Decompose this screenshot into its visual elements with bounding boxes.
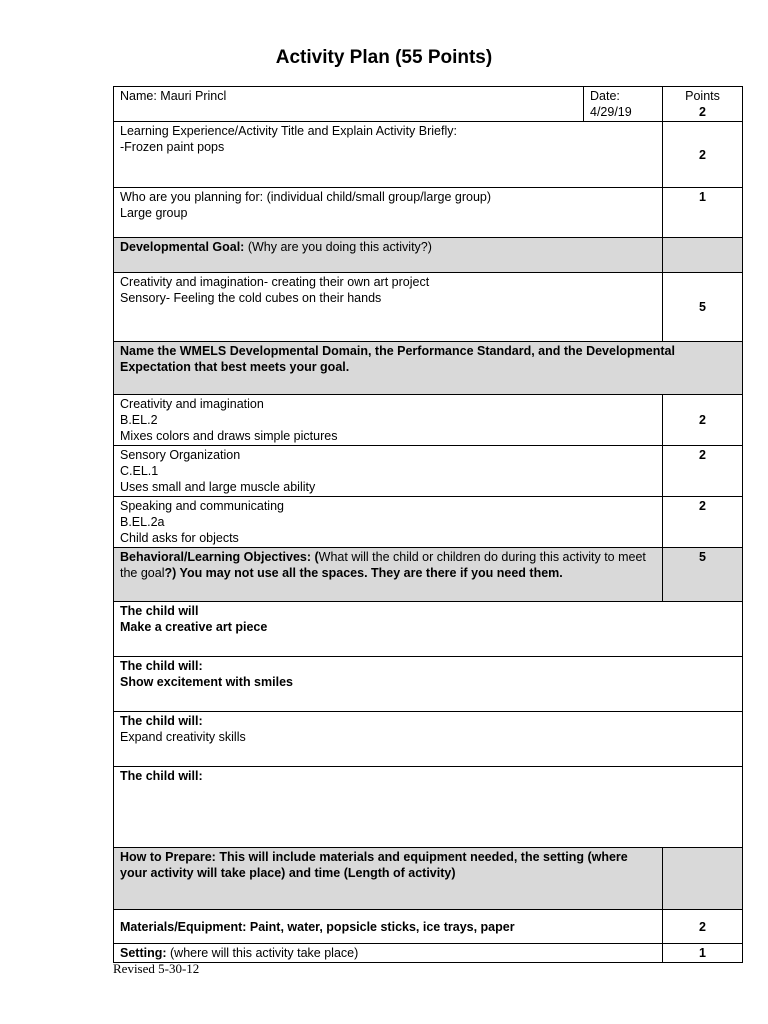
dev-goal-label: Developmental Goal: <box>120 240 245 254</box>
objective-cell <box>114 602 743 657</box>
wmels-domain: Creativity and imagination <box>120 397 264 411</box>
activity-points: 2 <box>663 122 743 188</box>
name-text: Name: Mauri Princl <box>120 89 227 103</box>
activity-cell <box>114 122 663 188</box>
objective-label: The child will: <box>120 769 203 783</box>
objective-row <box>114 657 743 712</box>
setting-text: (where will this activity take place) <box>166 946 359 960</box>
dev-goal-header-row <box>114 238 743 273</box>
planning-prompt: Who are you planning for: (individual child/small group/large group) <box>120 190 492 204</box>
objectives-header-cell <box>114 548 663 602</box>
planning-cell <box>114 188 663 238</box>
prepare-header-cell: How to Prepare: This will include materials and equipment needed, the setting (where your activity will take place) and time (Length of activity) <box>114 848 663 910</box>
wmels-domain: Sensory Organization <box>120 448 241 462</box>
planning-row <box>114 188 743 238</box>
wmels-header-cell: Name the WMELS Developmental Domain, the Performance Standard, and the Developmental Expectation that best meets your goal. <box>114 342 743 395</box>
objectives-points: 5 <box>663 548 743 602</box>
wmels-row <box>114 497 743 548</box>
wmels-cell <box>114 446 663 497</box>
dev-goal-points-cell <box>663 238 743 273</box>
activity-plan-table <box>113 86 743 963</box>
objectives-tail: ?) You may not use all the spaces. They are there if you need them. <box>164 566 563 580</box>
objective-label: The child will: <box>120 714 203 728</box>
date-value: 4/29/19 <box>590 105 632 119</box>
wmels-cell <box>114 395 663 446</box>
objective-value: Make a creative art piece <box>120 620 268 634</box>
wmels-points: 2 <box>663 497 743 548</box>
wmels-domain: Speaking and communicating <box>120 499 284 513</box>
objective-value: Expand creativity skills <box>120 730 246 744</box>
points-value: 2 <box>699 105 706 119</box>
planning-value: Large group <box>120 206 188 220</box>
wmels-expectation: Mixes colors and draws simple pictures <box>120 429 338 443</box>
objective-row <box>114 602 743 657</box>
date-label: Date: <box>590 89 620 103</box>
wmels-standard: B.EL.2 <box>120 413 158 427</box>
revision-footer: Revised 5-30-12 <box>113 961 200 976</box>
objectives-text: What will the child or children do during this activity to meet the goal <box>120 550 646 580</box>
goals-cell <box>114 273 663 342</box>
points-header-cell <box>663 87 743 122</box>
wmels-header-row <box>114 342 743 395</box>
points-label: Points <box>685 89 720 103</box>
header-row <box>114 87 743 122</box>
activity-row <box>114 122 743 188</box>
wmels-cell <box>114 497 663 548</box>
objective-value: Show excitement with smiles <box>120 675 293 689</box>
setting-row <box>114 944 743 963</box>
setting-label: Setting: <box>120 946 167 960</box>
goal-line-1: Creativity and imagination- creating their own art project <box>120 275 430 289</box>
activity-prompt: Learning Experience/Activity Title and Explain Activity Briefly: <box>120 124 457 138</box>
dev-goal-text: (Why are you doing this activity?) <box>244 240 432 254</box>
wmels-row <box>114 446 743 497</box>
goal-line-2: Sensory- Feeling the cold cubes on their hands <box>120 291 382 305</box>
wmels-points: 2 <box>663 395 743 446</box>
objective-label: The child will: <box>120 659 203 673</box>
objective-cell <box>114 767 743 848</box>
objective-cell <box>114 657 743 712</box>
materials-row <box>114 910 743 944</box>
goals-row <box>114 273 743 342</box>
wmels-expectation: Uses small and large muscle ability <box>120 480 316 494</box>
wmels-row <box>114 395 743 446</box>
date-cell <box>584 87 663 122</box>
planning-points: 1 <box>663 188 743 238</box>
objective-row <box>114 767 743 848</box>
wmels-standard: C.EL.1 <box>120 464 159 478</box>
wmels-points: 2 <box>663 446 743 497</box>
materials-points: 2 <box>663 910 743 944</box>
page-title: Activity Plan (55 Points) <box>275 47 493 68</box>
objective-cell <box>114 712 743 767</box>
name-cell <box>114 87 584 122</box>
materials-cell: Materials/Equipment: Paint, water, popsicle sticks, ice trays, paper <box>114 910 663 944</box>
prepare-points-cell <box>663 848 743 910</box>
dev-goal-header-cell <box>114 238 663 273</box>
setting-points: 1 <box>663 944 743 963</box>
objectives-label: Behavioral/Learning Objectives: ( <box>120 550 319 564</box>
objective-label: The child will <box>120 604 199 618</box>
setting-cell <box>114 944 663 963</box>
goals-points: 5 <box>663 273 743 342</box>
activity-value: -Frozen paint pops <box>120 140 225 154</box>
wmels-expectation: Child asks for objects <box>120 531 239 545</box>
wmels-standard: B.EL.2a <box>120 515 165 529</box>
prepare-header-row <box>114 848 743 910</box>
objectives-header-row <box>114 548 743 602</box>
objective-row <box>114 712 743 767</box>
